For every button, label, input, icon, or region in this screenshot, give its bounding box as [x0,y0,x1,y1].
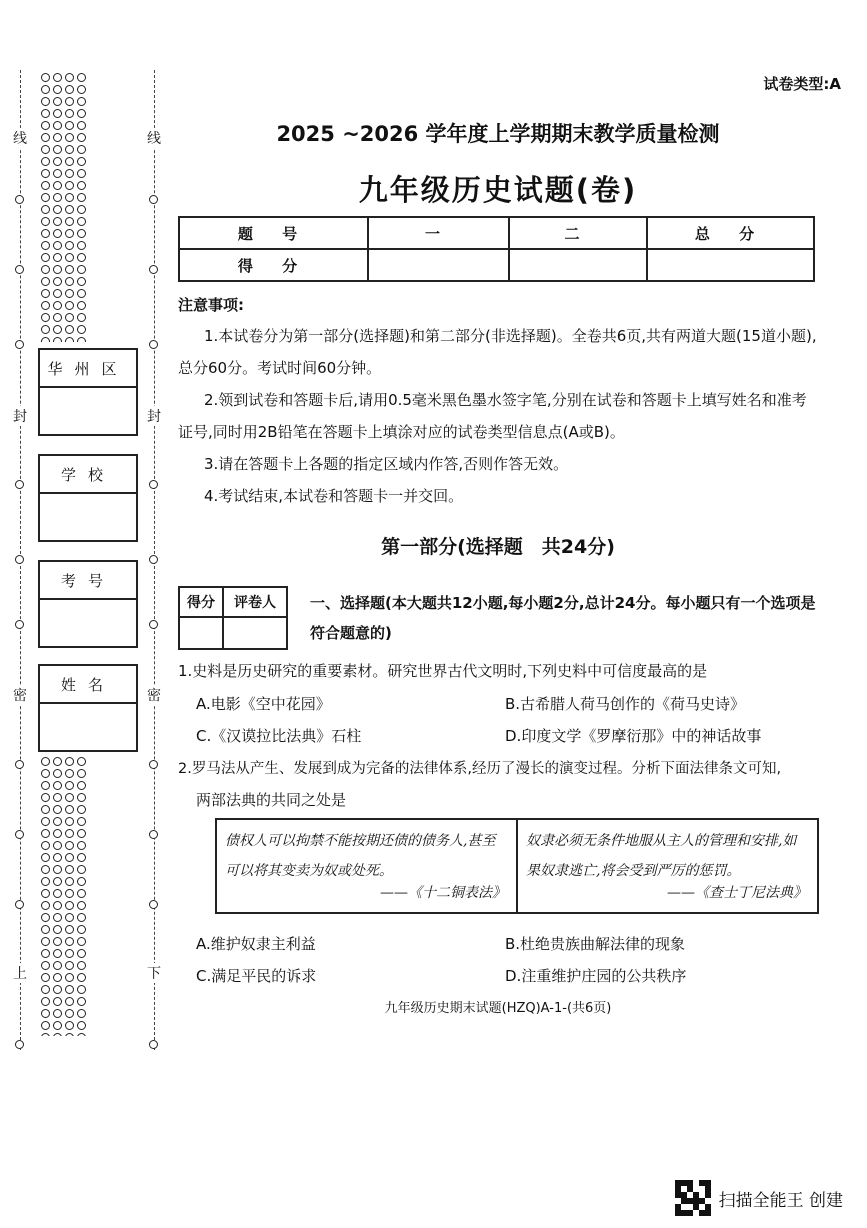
binding-dot [41,109,50,118]
binding-dot [41,1033,50,1036]
qr-module [705,1210,711,1216]
exam-title: 2025 ~2026 学年度上学期期末教学质量检测 [276,122,720,146]
binding-dot [53,865,62,874]
binding-dot [77,805,86,814]
binding-dot [77,253,86,262]
binding-dot [53,109,62,118]
binding-dot [77,985,86,994]
binding-dot [77,913,86,922]
binding-dot [65,853,74,862]
grader-table [178,586,288,650]
note-item-3: 3.请在答题卡上各题的指定区域内作答,否则作答无效。 [204,455,569,473]
binding-dot [77,289,86,298]
binding-dot [41,817,50,826]
q2-option-b[interactable]: B.杜绝贵族曲解法律的现象 [505,935,686,953]
binding-dot [77,109,86,118]
binding-dot [53,877,62,886]
binding-dot [65,73,74,82]
grader-reviewer-label: 评卷人 [223,587,287,617]
binding-dot [65,937,74,946]
grader-score-label: 得分 [179,587,223,617]
binding-dot [53,85,62,94]
binding-dot [65,337,74,342]
binding-dot [53,853,62,862]
binding-dot [41,157,50,166]
binding-dot [77,901,86,910]
binding-dot [53,793,62,802]
dot-pattern-top [40,72,88,342]
binding-mark-right-2: 封 [144,406,164,426]
binding-dot [41,901,50,910]
note-item-4: 4.考试结束,本试卷和答题卡一并交回。 [204,487,464,505]
binding-dot [53,985,62,994]
binding-dot [65,817,74,826]
binding-dot [65,181,74,190]
binding-mark-left-3: 密 [10,685,30,705]
binding-dot [53,973,62,982]
score-header-total: 总 分 [647,217,814,249]
page-footer: 九年级历史期末试题(HZQ)A-1-(共6页) [384,1001,612,1016]
binding-dot [77,265,86,274]
quote-justinian-code-text: 奴隶必须无条件地服从主人的管理和安排,如果奴隶逃亡,将会受到严厉的惩罚。 [526,833,797,879]
binding-dot [77,181,86,190]
binding-dot [41,73,50,82]
question-2-stem-line1: 2.罗马法从产生、发展到成为完备的法律体系,经历了漫长的演变过程。分析下面法律条文可知, [178,761,782,777]
binding-dot [77,325,86,334]
binding-dot [77,277,86,286]
binding-dot [65,277,74,286]
binding-dot [77,133,86,142]
binding-dot [41,829,50,838]
binding-dot [53,337,62,342]
binding-dot [65,157,74,166]
binding-dot [53,277,62,286]
binding-dot [53,949,62,958]
binding-dot [53,97,62,106]
binding-dot [77,949,86,958]
binding-dot [65,265,74,274]
q2-option-d[interactable]: D.注重维护庄园的公共秩序 [505,967,687,985]
binding-dot [41,961,50,970]
binding-dot [41,913,50,922]
binding-dot [53,1021,62,1030]
binding-dot [77,865,86,874]
binding-dot [77,889,86,898]
q1-option-d[interactable]: D.印度文学《罗摩衍那》中的神话故事 [505,727,762,745]
binding-dot [65,85,74,94]
binding-dot [65,97,74,106]
binding-mark-right-3: 密 [144,685,164,705]
binding-dot [53,841,62,850]
binding-dot [65,913,74,922]
binding-dot [65,961,74,970]
binding-dot [77,853,86,862]
binding-mark-left-1: 线 [10,128,30,148]
dot-pattern-bottom [40,756,88,1036]
binding-dot [41,997,50,1006]
score-cell-1[interactable] [368,249,509,281]
q1-option-a[interactable]: A.电影《空中花园》 [196,695,331,713]
binding-dot [65,133,74,142]
binding-dot [53,889,62,898]
binding-dot [41,949,50,958]
binding-dot [77,337,86,342]
binding-dot [77,877,86,886]
binding-dot [65,973,74,982]
binding-dot [53,217,62,226]
binding-dot [65,793,74,802]
score-header-label: 题 号 [179,217,368,249]
binding-dot [65,1021,74,1030]
binding-dot [65,949,74,958]
law-quote-box [215,818,819,914]
binding-dot [65,241,74,250]
field-district[interactable] [38,348,138,436]
binding-dot [41,229,50,238]
binding-dot [65,1033,74,1036]
binding-dot [41,865,50,874]
binding-dot [65,289,74,298]
binding-dot [41,769,50,778]
field-school-label: 学校 [40,456,136,494]
binding-dot [53,913,62,922]
binding-dot [65,253,74,262]
note-item-1: 1.本试卷分为第一部分(选择题)和第二部分(非选择题)。全卷共6页,共有两道大题(15道小题),总分60分。考试时间60分钟。 [178,327,817,377]
binding-dot [41,313,50,322]
binding-dot [41,853,50,862]
notes-title: 注意事项: [178,296,244,314]
binding-dot [77,997,86,1006]
binding-dot [53,781,62,790]
binding-dot [77,157,86,166]
binding-dot [41,1021,50,1030]
binding-dot [53,133,62,142]
binding-dot [41,985,50,994]
binding-mark-left-2: 封 [10,406,30,426]
score-header-2: 二 [509,217,647,249]
binding-dot [65,997,74,1006]
binding-dot [65,841,74,850]
binding-dot [41,925,50,934]
binding-dot [77,229,86,238]
field-name[interactable] [38,664,138,752]
binding-dot [77,85,86,94]
binding-dot [53,805,62,814]
binding-dot [53,205,62,214]
binding-dot [53,289,62,298]
binding-dot [53,145,62,154]
binding-dot [77,73,86,82]
score-cell-2[interactable] [509,249,647,281]
binding-mark-left-4: 上 [10,963,30,983]
binding-dot [41,145,50,154]
question-1-stem: 1.史料是历史研究的重要素材。研究世界古代文明时,下列史料中可信度最高的是 [178,662,708,680]
qr-code-icon [675,1180,711,1216]
binding-dot [65,925,74,934]
quote-twelve-tables-text: 债权人可以拘禁不能按期还债的债务人,甚至可以将其变卖为奴或处死。 [225,833,496,879]
binding-dot [53,817,62,826]
score-cell-total[interactable] [647,249,814,281]
binding-dot [41,193,50,202]
binding-dot [53,325,62,334]
binding-mark-right-4: 下 [144,963,164,983]
binding-dot [77,121,86,130]
binding-dot [53,73,62,82]
binding-dot [77,757,86,766]
binding-dot [41,325,50,334]
binding-dot [41,337,50,342]
binding-dot [65,757,74,766]
binding-dot [65,877,74,886]
binding-dot [41,97,50,106]
binding-dot [65,193,74,202]
field-exam-number-label: 考号 [40,562,136,600]
binding-dot [65,865,74,874]
binding-dot [65,205,74,214]
binding-dot [41,217,50,226]
binding-dot [65,325,74,334]
binding-dot [41,973,50,982]
binding-dot [65,313,74,322]
field-exam-number[interactable] [38,560,138,648]
binding-dot [65,217,74,226]
binding-dot [41,241,50,250]
binding-dot [77,781,86,790]
binding-dot [53,253,62,262]
binding-dot [53,301,62,310]
grader-reviewer-cell[interactable] [223,617,287,649]
paper-type: 试卷类型:A [763,75,841,93]
binding-dot [77,217,86,226]
binding-dot [41,253,50,262]
binding-dot [77,301,86,310]
binding-dot [65,889,74,898]
binding-dot [77,169,86,178]
binding-dot [53,1009,62,1018]
binding-dot [53,1033,62,1036]
section-description: 一、选择题(本大题共12小题,每小题2分,总计24分。每小题只有一个选项是符合题意的) [310,594,816,642]
quote-justinian-code-source: ——《查士丁尼法典》 [667,885,807,901]
field-school[interactable] [38,454,138,542]
binding-dot [65,301,74,310]
binding-dot [77,973,86,982]
grader-score-cell[interactable] [179,617,223,649]
binding-dot [41,805,50,814]
binding-dot [53,265,62,274]
binding-dot [41,265,50,274]
field-name-label: 姓名 [40,666,136,704]
binding-dot [53,241,62,250]
binding-dot [41,85,50,94]
q2-option-c[interactable]: C.满足平民的诉求 [196,967,317,985]
binding-dot [41,841,50,850]
binding-dot [65,169,74,178]
binding-dot [65,229,74,238]
field-district-label: 华州区 [40,350,136,388]
binding-dot [53,829,62,838]
binding-dot [41,289,50,298]
binding-dot [65,985,74,994]
quote-justinian-code [516,820,817,912]
binding-dot [53,997,62,1006]
binding-dot [41,301,50,310]
binding-dot [41,277,50,286]
binding-dot [77,205,86,214]
part1-title: 第一部分(选择题 共24分) [381,536,615,558]
binding-dot [77,313,86,322]
binding-dot [53,121,62,130]
scanner-watermark [675,1180,843,1216]
binding-dot [41,205,50,214]
binding-dot [65,829,74,838]
scanner-label: 扫描全能王 创建 [718,1190,843,1211]
quote-twelve-tables-source: ——《十二铜表法》 [380,885,506,901]
binding-dot [65,1009,74,1018]
binding-dot [41,877,50,886]
binding-dot [77,925,86,934]
binding-dot [65,805,74,814]
binding-dot [41,937,50,946]
binding-dot [77,193,86,202]
binding-dot [77,145,86,154]
binding-dot [41,133,50,142]
binding-dot [77,817,86,826]
binding-dot [41,169,50,178]
binding-dot [53,181,62,190]
binding-dot [53,313,62,322]
binding-dot [53,169,62,178]
binding-dot [77,841,86,850]
binding-dot [53,157,62,166]
q1-option-c[interactable]: C.《汉谟拉比法典》石柱 [196,727,362,745]
binding-dot [53,925,62,934]
binding-dot [77,937,86,946]
binding-dot [65,121,74,130]
score-header-1: 一 [368,217,509,249]
binding-dot [41,1009,50,1018]
binding-dot [65,769,74,778]
binding-dot [41,757,50,766]
binding-dot [53,229,62,238]
binding-dot [53,937,62,946]
subject-title: 九年级历史试题(卷) [358,173,638,207]
binding-dot [77,241,86,250]
binding-dot [77,1021,86,1030]
score-row-label: 得 分 [179,249,368,281]
binding-dot [65,781,74,790]
q2-option-a[interactable]: A.维护奴隶主利益 [196,935,316,953]
binding-dot [41,793,50,802]
binding-dot [65,901,74,910]
q1-option-b[interactable]: B.古希腊人荷马创作的《荷马史诗》 [505,695,746,713]
binding-dot [77,829,86,838]
binding-dot [41,121,50,130]
binding-dot [65,145,74,154]
binding-dot [53,901,62,910]
binding-dot [77,769,86,778]
binding-dot [41,889,50,898]
binding-dot [53,193,62,202]
binding-dot [53,769,62,778]
question-2-stem-line2: 两部法典的共同之处是 [196,791,347,809]
quote-twelve-tables [217,820,516,912]
binding-dot [77,793,86,802]
binding-mark-right-1: 线 [144,128,164,148]
binding-dot [41,781,50,790]
binding-dot [77,1009,86,1018]
score-table [178,216,815,282]
binding-dot [41,181,50,190]
binding-dot [77,961,86,970]
binding-dot [53,757,62,766]
binding-dot [53,961,62,970]
note-item-2: 2.领到试卷和答题卡后,请用0.5毫米黑色墨水签字笔,分别在试卷和答题卡上填写姓名和准考证号,同时用2B铅笔在答题卡上填涂对应的试卷类型信息点(A或B)。 [178,391,807,441]
binding-dot [77,1033,86,1036]
binding-dot [77,97,86,106]
binding-dot [65,109,74,118]
